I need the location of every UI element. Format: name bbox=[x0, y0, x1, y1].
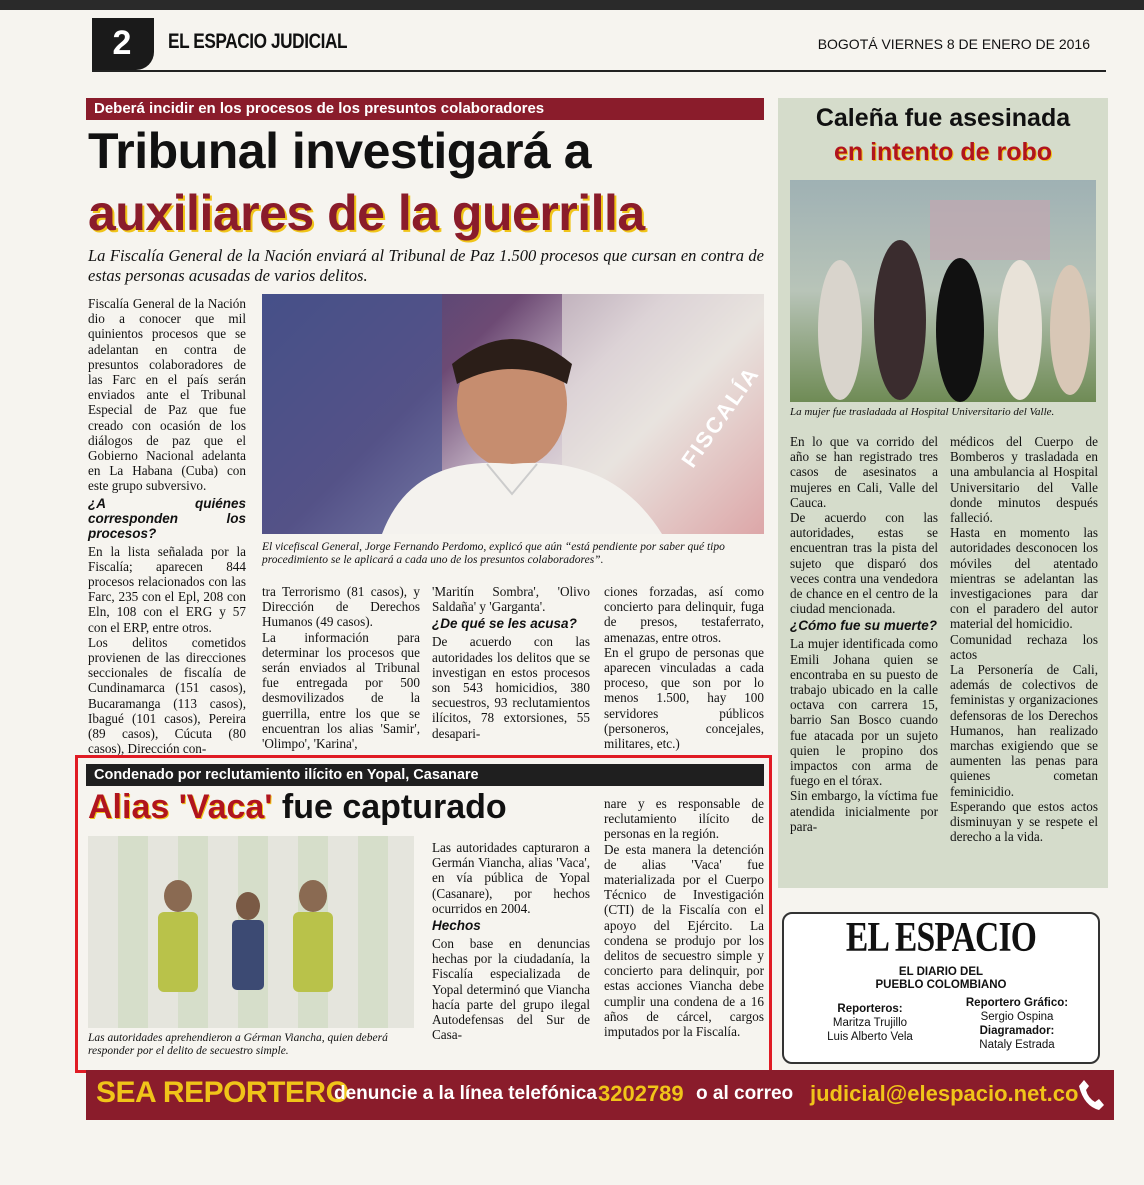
side-photo bbox=[790, 180, 1096, 402]
photo-banner-text: FISCALÍA bbox=[676, 361, 764, 472]
main-col1-p3: Los delitos cometidos provienen de las direcciones seccionales de fiscalía de Cundinamarca (151 casos), Bucaramanga (113 casos), Ibagué (101 casos), Pereira (89 casos), Cúcuta (80 casos), Dirección con- bbox=[88, 634, 246, 757]
vaca-col1-p1: Las autoridades capturaron a Germán Viancha, alias 'Vaca', en vía pública de Yopal (Casanare), por hechos ocurridos en 2004. bbox=[432, 840, 590, 916]
side-col1-p1: En lo que va corrido del año se han registrado tres casos de asesinatos a mujeres en Cali, Valle del Cauca. bbox=[790, 434, 938, 510]
main-col1-intro: Fiscalía General de la Nación dio a conocer que mil quinientos procesos que se adelantan en contra de presuntos colaboradores de las Farc en el país serán enviados ante el Tribunal Especial de Paz que fue creado con ocasión de los diálogos de paz que el Gobierno Nacional adelanta en La Habana (Cuba) con este grupo subversivo. bbox=[88, 296, 246, 494]
header-rule bbox=[92, 70, 1106, 72]
side-col1-p3: La mujer identificada como Emili Johana quien se encontraba en su puesto de trabajo ubicado en la calle octava con carrera 15, barrio San Bosco cuando fue atacada por un sujeto quien le propino dos impactos con arma de fuego en el tórax. bbox=[790, 636, 938, 789]
side-col2-p5: Esperando que estos actos disminuyan y se respete el derecho a la vida. bbox=[950, 798, 1098, 845]
side-col1-p4: Sin embargo, la víctima fue atendida inicialmente por para- bbox=[790, 788, 938, 834]
side-col2-p4: La Personería de Cali, además de colectivos de feministas y organizaciones defensoras de los Derechos Humanos, han realizado marchas exigiendo que se aumenten las penas para quienes cometan feminicidio. bbox=[950, 662, 1098, 799]
phone-icon bbox=[1076, 1078, 1106, 1112]
designer: Nataly Estrada bbox=[979, 1039, 1055, 1051]
side-col2-p2: Hasta en momento las autoridades desconocen los móviles del atentado mientras se adelantan las investigaciones para dar con el paradero del autor material del homicidio. bbox=[950, 525, 1098, 632]
vaca-col1 bbox=[432, 840, 590, 1042]
side-col2 bbox=[950, 434, 1098, 844]
side-col2-p1: médicos del Cuerpo de Bomberos y trasladada en una ambulancia al Hospital Universitario del Valle donde minutos después falleció. bbox=[950, 434, 1098, 526]
side-subhead: ¿Cómo fue su muerte? bbox=[790, 618, 938, 634]
page-number: 2 bbox=[112, 24, 132, 62]
main-deck: La Fiscalía General de la Nación enviará al Tribunal de Paz 1.500 procesos que cursan en contra de estas personas acusadas de varios delitos. bbox=[88, 246, 764, 285]
main-photo-caption: El vicefiscal General, Jorge Fernando Perdomo, explicó que aún “está pendiente por saber qué tipo procedimiento se le aplicará a cada uno de los presuntos colaboradores”. bbox=[262, 541, 725, 566]
vaca-headline-black: fue capturado bbox=[281, 788, 507, 826]
main-subhead1: ¿A quiénes corresponden los procesos? bbox=[88, 495, 246, 541]
reporter-2: Luis Alberto Vela bbox=[827, 1031, 913, 1043]
side-col1 bbox=[790, 434, 938, 834]
footer-text1: denuncie a la línea telefónica bbox=[334, 1083, 597, 1104]
main-kicker: Deberá incidir en los procesos de los presuntos colaboradores bbox=[86, 98, 764, 120]
main-col2 bbox=[262, 584, 420, 751]
main-col4-p1: ciones forzadas, así como concierto para delinquir, fuga de presos, testaferrato, amenazas, entre otros. bbox=[604, 584, 764, 645]
footer-banner bbox=[86, 1070, 1114, 1120]
main-col2-p2: La información para determinar los procesos que serán enviados al Tribunal fue entregada por 500 desmovilizados de la guerrilla, entre los que se encuentran los alias 'Samir', 'Olimpo', 'Karina', bbox=[262, 629, 420, 752]
designer-label: Diagramador: bbox=[979, 1025, 1055, 1037]
protest-photo bbox=[790, 180, 1096, 402]
arrest-photo bbox=[88, 836, 414, 1028]
staff-left bbox=[796, 1002, 944, 1044]
main-photo bbox=[262, 294, 764, 534]
main-subhead2: ¿De qué se les acusa? bbox=[432, 616, 577, 632]
photo-reporter-label: Reportero Gráfico: bbox=[965, 997, 1069, 1009]
vaca-photo bbox=[88, 836, 414, 1028]
reporters-label: Reporteros: bbox=[837, 1003, 903, 1015]
footer-lead: SEA REPORTERO bbox=[96, 1076, 349, 1109]
vaca-col2 bbox=[604, 796, 764, 1039]
main-col4 bbox=[604, 584, 764, 751]
vaca-photo-caption: Las autoridades aprehendieron a Gérman Viancha, quien deberá responder por el delito de secuestro simple. bbox=[88, 1032, 388, 1057]
footer-email[interactable]: judicial@elespacio.net.co bbox=[810, 1081, 1079, 1106]
top-scan-band bbox=[0, 0, 1144, 10]
vaca-col1-p2: Con base en denuncias hechas por la ciudadanía, la Fiscalía especializada de Yopal determinó que Viancha hacía parte del grupo ilegal Autodefensas del Sur de Casa- bbox=[432, 936, 590, 1043]
main-headline-line1: Tribunal investigará a bbox=[88, 123, 592, 179]
reporter-1: Maritza Trujillo bbox=[832, 1017, 908, 1029]
footer-phone[interactable]: 3202789 bbox=[598, 1081, 684, 1106]
masthead-tagline2: PUEBLO COLOMBIANO bbox=[875, 979, 1007, 991]
masthead-name: EL ESPACIO bbox=[845, 915, 1037, 961]
main-col4-p2: En el grupo de personas que aparecen vinculadas a cada proceso, que son por lo menos 1.500, hay 100 servidores públicos (personeros, concejales, militares, etc.) bbox=[604, 644, 764, 752]
staff-right bbox=[942, 996, 1092, 1052]
side-photo-caption: La mujer fue trasladada al Hospital Universitario del Valle. bbox=[790, 406, 1055, 418]
section-title: EL ESPACIO JUDICIAL bbox=[168, 30, 348, 53]
main-col2-p1: tra Terrorismo (81 casos), y Dirección de Derechos Humanos (49 casos). bbox=[262, 584, 420, 630]
masthead-tagline1: EL DIARIO DEL bbox=[898, 966, 984, 978]
side-col2-p3: Comunidad rechaza los actos bbox=[950, 631, 1098, 662]
side-headline-line1: Caleña fue asesinada bbox=[815, 104, 1071, 132]
main-col3 bbox=[432, 584, 590, 741]
vaca-headline-red: Alias 'Vaca' bbox=[88, 788, 273, 826]
vaca-col2-p2: De esta manera la detención de alias 'Vaca' fue materializada por el Cuerpo Técnico de Investigación (CTI) de la Fiscalía con el apoyo del Ejército. La condena se produjo por los delitos de secuestro simple y concierto para delinquir, por estas acciones Viancha debe cumplir una condena de a 16 años de cárcel, cargos imputados por la Fiscalía. bbox=[604, 841, 764, 1040]
issue-date: BOGOTÁ VIERNES 8 DE ENERO DE 2016 bbox=[817, 36, 1090, 52]
main-headline-line2: auxiliares de la guerrilla bbox=[88, 185, 645, 241]
photo-reporter: Sergio Ospina bbox=[980, 1011, 1054, 1023]
vaca-kicker: Condenado por reclutamiento ilícito en Yopal, Casanare bbox=[86, 764, 764, 786]
main-col1-top bbox=[88, 296, 246, 756]
vicefiscal-portrait bbox=[262, 294, 764, 534]
side-headline-line2: en intento de robo bbox=[833, 138, 1053, 166]
vaca-headline bbox=[88, 788, 507, 827]
main-col3-p1: 'Maritín Sombra', 'Olivo Saldaña' y 'Garganta'. bbox=[432, 584, 590, 615]
side-col1-p2: De acuerdo con las autoridades, estas se encuentran tras la pista del sujeto que disparó dos veces contra una vendedora de chance en el centro de la ciudad mencionada. bbox=[790, 510, 938, 617]
vaca-subhead: Hechos bbox=[432, 918, 481, 934]
footer-text2: o al correo bbox=[696, 1083, 794, 1104]
main-col1-p2: En la lista señalada por la Fiscalía; aparecen 844 procesos relacionados con las Farc, 235 con el Epl, 208 con Eln, 108 con el ERG y 57 con el ERP, entre otros. bbox=[88, 543, 246, 635]
main-col3-p2: De acuerdo con las autoridades los delitos que se investigan en estos procesos son 543 homicidios, 380 secuestros, 93 reclutamientos ilícitos, 78 extorsiones, 55 desapari- bbox=[432, 634, 590, 741]
vaca-col2-p1: nare y es responsable de reclutamiento ilícito de personas en la región. bbox=[604, 796, 764, 842]
